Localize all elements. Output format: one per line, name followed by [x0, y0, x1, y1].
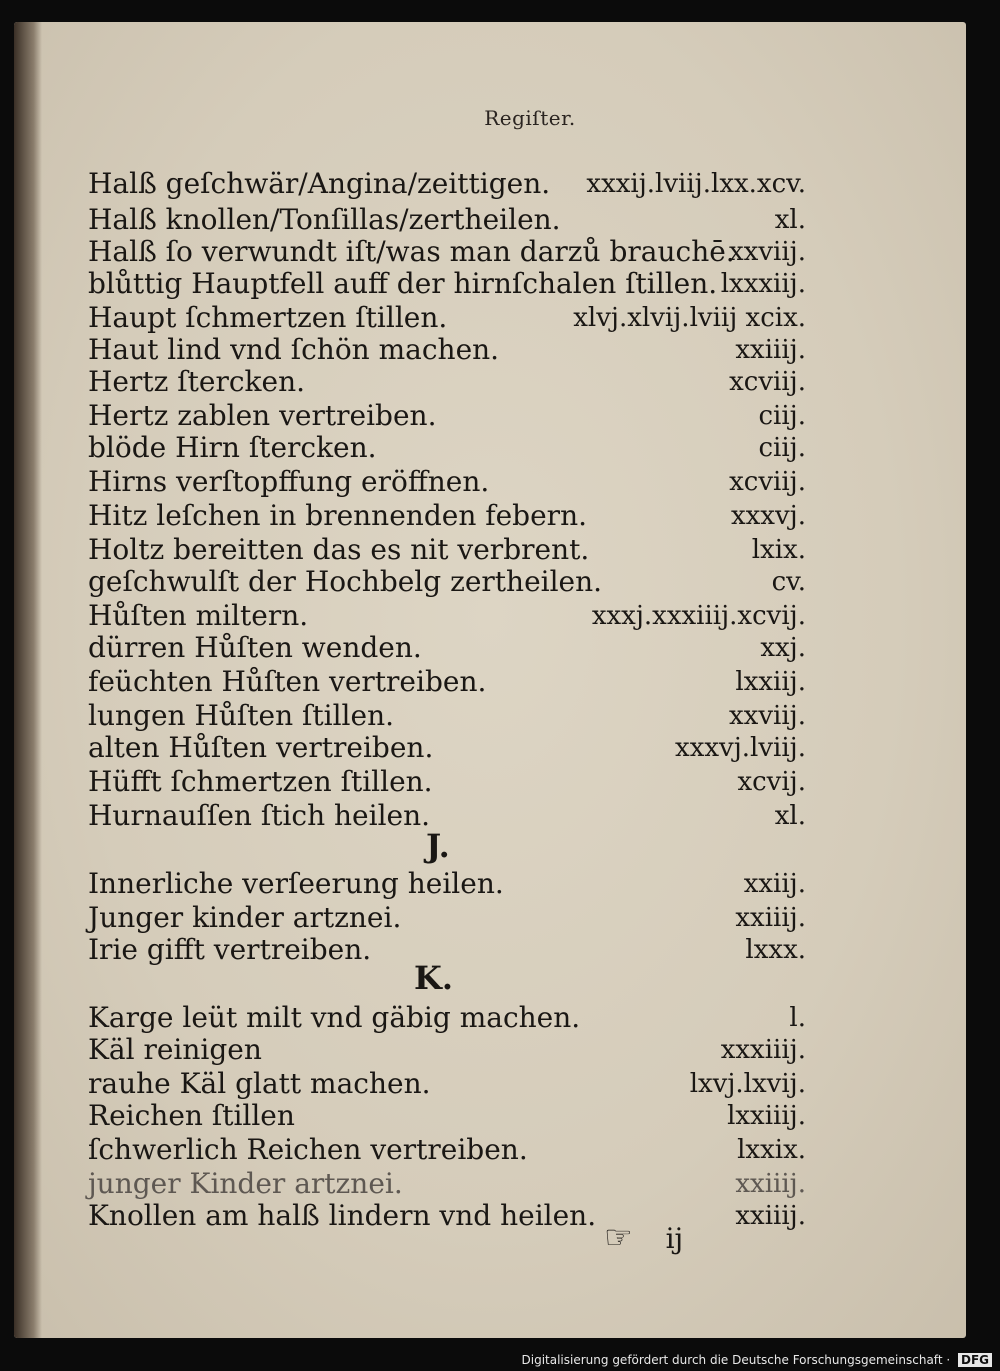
entry-text: Hurnauſſen ſtich heilen. [88, 799, 431, 832]
pointing-hand-icon: ☞ [604, 1218, 633, 1256]
section-letter: K. [414, 959, 453, 997]
register-entries [14, 22, 966, 1338]
register-entry [88, 466, 806, 498]
register-entry [88, 1168, 806, 1200]
entry-page-reference: xlvj.xlvij.lviij xcix. [573, 303, 806, 333]
register-entry [88, 168, 806, 200]
entry-text: Halß knollen/Tonſillas/zertheilen. [88, 203, 561, 236]
register-entry [88, 1134, 806, 1166]
entry-text: Haut lind vnd ſchön machen. [88, 333, 500, 366]
entry-text: Haupt ſchmertzen ſtillen. [88, 301, 448, 334]
entry-page-reference: xxxij.lviij.lxx.xcv. [586, 169, 806, 199]
entry-text: Käl reinigen [88, 1033, 262, 1066]
register-entry [88, 1068, 806, 1100]
entry-page-reference: lxxx. [745, 935, 806, 965]
entry-text: Hüfft ſchmertzen ſtillen. [88, 765, 433, 798]
register-entry [88, 334, 806, 366]
entry-text: Hertz ſtercken. [88, 365, 305, 398]
register-entry [88, 302, 806, 334]
register-entry [88, 534, 806, 566]
register-entry [88, 902, 806, 934]
entry-text: Hertz zablen vertreiben. [88, 399, 437, 432]
entry-text: dürren Hůſten wenden. [88, 631, 422, 664]
entry-text: Knollen am halß lindern vnd heilen. [88, 1199, 597, 1232]
entry-page-reference: xxviij. [729, 237, 806, 267]
entry-page-reference: xxviij. [729, 701, 806, 731]
entry-page-reference: xl. [774, 801, 806, 831]
section-letter: J. [426, 827, 450, 865]
entry-page-reference: xxiiij. [735, 1169, 806, 1199]
catchword-text: ij [665, 1222, 684, 1255]
entry-text: blöde Hirn ſtercken. [88, 431, 377, 464]
register-entry [88, 268, 806, 300]
register-entry [88, 1200, 806, 1232]
register-entry [88, 868, 806, 900]
entry-page-reference: l. [789, 1003, 806, 1033]
entry-page-reference: xxxvj. [730, 501, 806, 531]
register-entry [88, 700, 806, 732]
entry-page-reference: xcviij. [729, 467, 806, 497]
register-entry [88, 666, 806, 698]
entry-page-reference: cv. [771, 567, 806, 597]
entry-page-reference: xcvij. [737, 767, 806, 797]
register-entry [88, 632, 806, 664]
entry-text: ſchwerlich Reichen vertreiben. [88, 1133, 528, 1166]
entry-text: rauhe Käl glatt machen. [88, 1067, 431, 1100]
register-entry [88, 204, 806, 236]
entry-text: blůttig Hauptfell auff der hirnſchalen ſtillen. [88, 267, 718, 300]
register-entry [88, 732, 806, 764]
page-header: Regiſter. [484, 106, 576, 130]
entry-text: Hirns verſtopffung eröffnen. [88, 465, 490, 498]
entry-text: Irie gifft vertreiben. [88, 933, 372, 966]
catchword [604, 1218, 683, 1256]
entry-text: lungen Hůſten ſtillen. [88, 699, 395, 732]
entry-page-reference: lxxix. [737, 1135, 806, 1165]
entry-page-reference: xxiiij. [735, 1201, 806, 1231]
register-entry [88, 1100, 806, 1132]
entry-page-reference: xxiij. [743, 869, 806, 899]
entry-page-reference: lxvj.lxvij. [689, 1069, 806, 1099]
entry-page-reference: lxxiiij. [727, 1101, 806, 1131]
entry-text: junger Kinder artznei. [88, 1167, 403, 1200]
entry-page-reference: xcviij. [729, 367, 806, 397]
entry-page-reference: xxiiij. [735, 335, 806, 365]
entry-text: Reichen ſtillen [88, 1099, 295, 1132]
entry-text: Innerliche verſeerung heilen. [88, 867, 504, 900]
register-entry [88, 236, 806, 268]
entry-text: Hůſten miltern. [88, 599, 309, 632]
register-entry [88, 766, 806, 798]
register-entry [88, 366, 806, 398]
register-entry [88, 566, 806, 598]
entry-page-reference: lxix. [751, 535, 806, 565]
entry-text: Karge leüt milt vnd gäbig machen. [88, 1001, 581, 1034]
footer-text: Digitalisierung gefördert durch die Deutsche Forschungsgemeinschaft · [521, 1353, 951, 1367]
register-entry [88, 1034, 806, 1066]
entry-page-reference: ciij. [758, 433, 806, 463]
register-entry [88, 432, 806, 464]
entry-text: Junger kinder artznei. [88, 901, 402, 934]
entry-text: Halß geſchwär/Angina/zeittigen. [88, 167, 551, 200]
digitization-footer [522, 1353, 992, 1367]
entry-page-reference: xl. [774, 205, 806, 235]
entry-text: Halß ſo verwundt iſt/was man darzů brauchē. [88, 235, 735, 268]
entry-page-reference: ciij. [758, 401, 806, 431]
entry-page-reference: xxxj.xxxiiij.xcvij. [591, 601, 806, 631]
entry-page-reference: lxxxiij. [720, 269, 806, 299]
register-entry [88, 400, 806, 432]
entry-text: geſchwulſt der Hochbelg zertheilen. [88, 565, 603, 598]
entry-page-reference: xxj. [760, 633, 806, 663]
dfg-logo: DFG [958, 1353, 992, 1367]
entry-text: feüchten Hůſten vertreiben. [88, 665, 487, 698]
entry-text: Holtz bereitten das es nit verbrent. [88, 533, 590, 566]
entry-page-reference: lxxiij. [735, 667, 806, 697]
entry-text: alten Hůſten vertreiben. [88, 731, 434, 764]
entry-page-reference: xxxvj.lviij. [675, 733, 806, 763]
book-page [14, 22, 966, 1338]
entry-text: Hitz leſchen in brennenden febern. [88, 499, 587, 532]
register-entry [88, 1002, 806, 1034]
register-entry [88, 500, 806, 532]
entry-page-reference: xxiiij. [735, 903, 806, 933]
register-entry [88, 600, 806, 632]
entry-page-reference: xxxiiij. [720, 1035, 806, 1065]
